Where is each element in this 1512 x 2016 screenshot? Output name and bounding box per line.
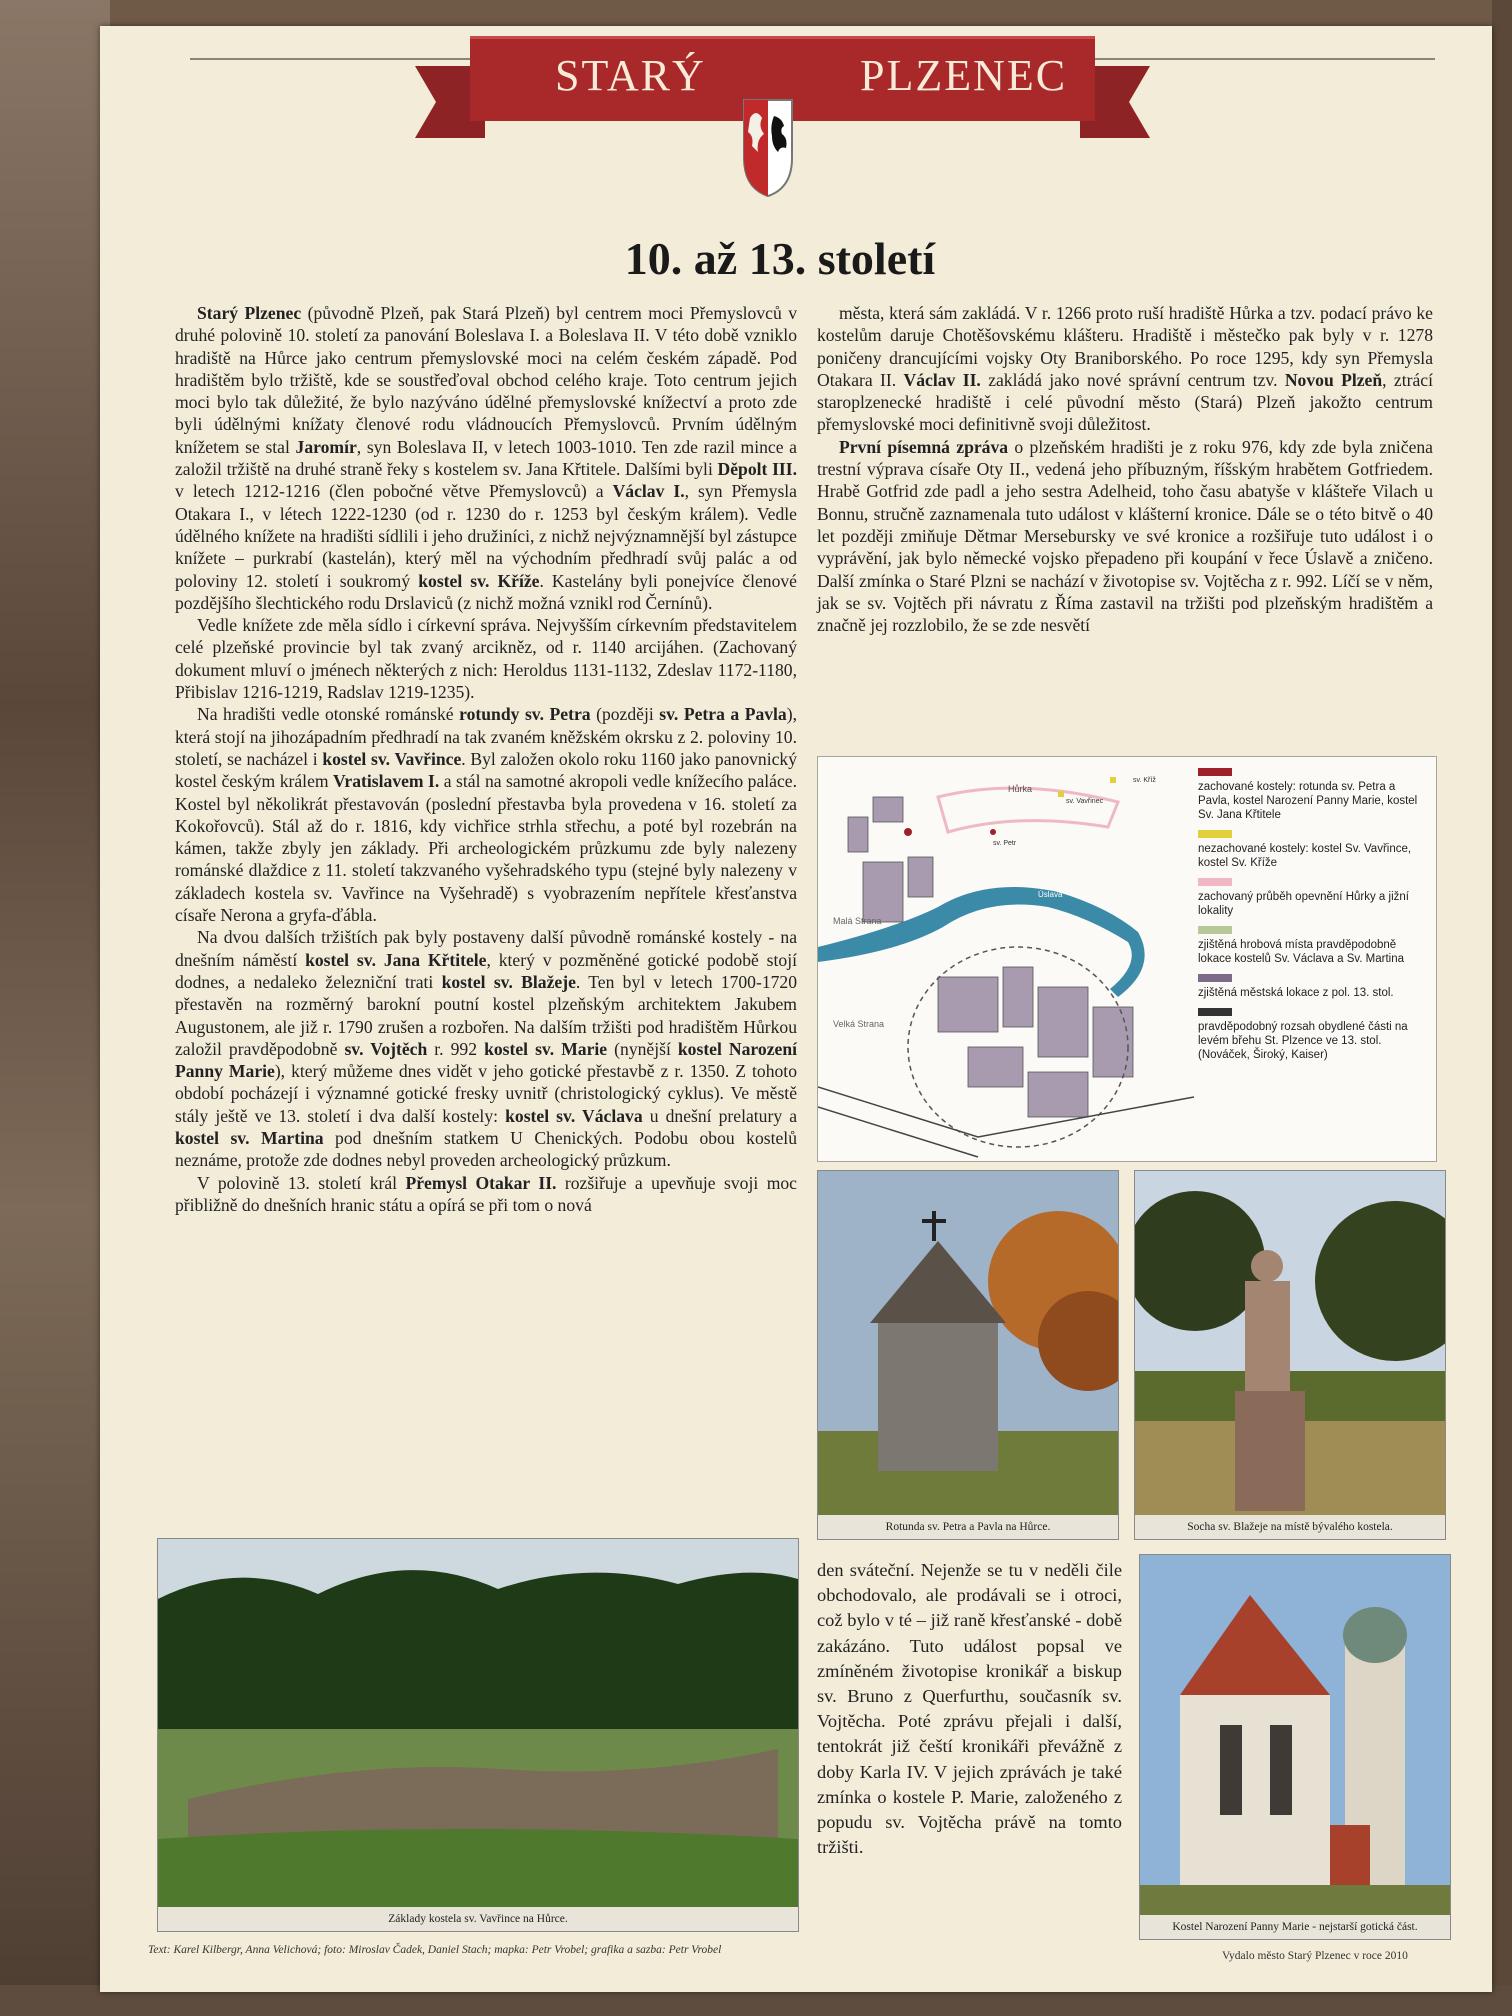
- town-coat-of-arms-icon: [740, 88, 796, 198]
- text-column-right-bottom: [817, 1558, 1122, 1860]
- photo-rotunda: [817, 1170, 1119, 1540]
- legend-text: nezachované kostely: kostel Sv. Vavřince, kostel Sv. Kříže: [1198, 843, 1412, 869]
- caption-church: Kostel Narození Panny Marie - nejstarší gotická část.: [1140, 1915, 1450, 1939]
- legend-text: zachovaný průběh opevnění Hůrky a jižní lokality: [1198, 891, 1409, 917]
- paragraph: Na dvou dalších tržištích pak byly postaveny další původně románské kostely - na dnešním náměstí kostel sv. Jana Křtitele, který v pozměněné gotické podobě stojí dodnes, a nedaleko železniční trati kostel sv. Blažeje. Ten byl v letech 1700-1720 přestavěn na rozměrný barokní poutní kostel plzeňským architektem Jakubem Augustonem, ale již r. 1790 zrušen a rozbořen. Na dalším tržišti pod hradištěm Hůrkou založil pravděpodobně sv. Vojtěch r. 992 kostel sv. Marie (nynější kostel Narození Panny Marie), který můžeme dnes vidět v jeho gotické přestavbě z r. 1350. Z tohoto období pocházejí i významné gotické fresky uvnitř (christologický cyklus). Ve městě stály ještě ve 13. století i dva další kostely: kostel sv. Václava u dnešní prelatury a kostel sv. Martina pod dnešním statkem U Chenických. Podobu obou kostelů neznáme, protože zde dodnes nebyl proveden archeologický průzkum.: [175, 927, 798, 1171]
- map-label: Velká Strana: [833, 1019, 885, 1029]
- map-legend: [1198, 768, 1428, 1070]
- page-title: 10. až 13. století: [624, 233, 936, 284]
- paragraph: Starý Plzenec (původně Plzeň, pak Stará Plzeň) byl centrem moci Přemyslovců v druhé polovině 10. století za panování Boleslava I. a Boleslava II. V této době vzniklo hradiště na Hůrce jako centrum přemyslovské moci na celém českém západě. Pod hradištěm bylo tržiště, kde se soustřeďoval obchod celého kraje. Toto centrum jejich moci bylo tak důležité, že bylo nazýváno údělné přemyslovské knížectví a proto zde byli údělnými knížaty členové rodu vládnoucích Přemyslovců. Prvním údělným knížetem se stal Jaromír, syn Boleslava II, v letech 1003-1010. Ten zde razil mince a založil tržiště na druhé straně řeky s kostelem sv. Jana Křtitele. Dalšími byli Děpolt III. v letech 1212-1216 (člen pobočné větve Přemyslovců) a Václav I., syn Přemysla Otakara I., v létech 1222-1230 (od r. 1230 do r. 1253 byl českým králem). Vedle údělného knížete na hradišti sídlili i jeho družiníci, z nichž nejvýznamnější byl zástupce knížete – purkrabí (kastelán), který měl na východním předhradí svůj palác a od poloviny 12. století i soukromý kostel sv. Kříže. Kastelány byli ponejvíce členové pozdějšího šlechtického rodu Drslaviců (z nichž možná vznikl rod Černínů).: [175, 303, 798, 613]
- town-name-right: PLZENEC: [860, 51, 1068, 100]
- wall-edge: [1492, 0, 1512, 2016]
- legend-swatch: [1198, 926, 1232, 934]
- map-label: Malá Strana: [833, 916, 882, 926]
- caption-foundations: Základy kostela sv. Vavřince na Hůrce.: [158, 1907, 798, 1931]
- photo-statue: [1134, 1170, 1446, 1540]
- text-column-left: [175, 302, 797, 1216]
- text-column-right: [817, 302, 1433, 636]
- map-label: Hůrka: [1008, 784, 1033, 794]
- header-rule-right: [1095, 58, 1435, 60]
- caption-statue: Socha sv. Blažeje na místě bývalého kostela.: [1135, 1515, 1445, 1539]
- paragraph: Na hradišti vedle otonské románské rotundy sv. Petra (později sv. Petra a Pavla), která stojí na jihozápadním předhradí na tak zvaném kněžském okrsku z 2. poloviny 10. století, se nacházel i kostel sv. Vavřince. Byl založen okolo roku 1160 jako panovnický kostel českým králem Vratislavem I. a stál na samotné akropoli vedle knížecího paláce. Kostel byl několikrát přestavován (poslední přestavba byla provedena v 16. století za Kokořovců). Stál až do r. 1816, kdy vichřice strhla střechu, a poté byl rozebrán na kámen, takže zbyly jen základy. Při archeologickém průzkumu zde byly nalezeny románské dlaždice z 11. století takzvaného vyšehradského typu (stejné byly nalezeny v základech kostela sv. Vavřince na Vyšehradě) s vyobrazením nepřítele křesťanstva císaře Nerona a gryfa-ďábla.: [175, 704, 797, 926]
- stone-wall: [0, 0, 110, 2016]
- legend-swatch: [1198, 974, 1232, 982]
- legend-swatch: [1198, 1008, 1232, 1016]
- header-rule-left: [190, 58, 470, 60]
- photo-church: [1139, 1554, 1451, 1940]
- map-label: sv. Vavřinec: [1066, 798, 1104, 805]
- legend-item: [1198, 926, 1428, 966]
- map-label: Úslava: [1038, 890, 1063, 899]
- legend-item: [1198, 1008, 1428, 1062]
- town-name-left: STARÝ: [555, 51, 706, 100]
- paragraph: den sváteční. Nejenže se tu v neděli čile obchodovalo, ale prodávali se i otroci, což bylo v té – již raně křesťanské - době zakázáno. Tuto událost popsal ve zmíněném životopise kronikář a biskup sv. Bruno z Querfurthu, současník sv. Vojtěcha. Poté zprávu přejali i další, tentokrát již čeští kronikáři převážně z doby Karla IV. V jejich zprávách je také zmínka o kostele P. Marie, založeného z popudu sv. Vojtěcha právě na tomto tržišti.: [817, 1560, 1122, 1858]
- paragraph: První písemná zpráva o plzeňském hradišti je z roku 976, kdy zde byla zničena trestní výprava císaře Oty II., vedená jeho příbuzným, říšským hrabětem Gotfriedem. Hrabě Gotfrid zde padl a jeho sestra Adelheid, toho času abatyše v klášteře Vilach u Bonnu, stručně zaznamenala tuto událost v klášterní kronice. Dále se o této bitvě o 40 let později zmiňuje Dětmar Mersebursky ve své kronice a rozšiřuje tuto událost i o vyprávění, jak bylo německé vojsko přepadeno při koupání v řece Úslavě a zničeno. Další zmínka o Staré Plzni se nachází v životopise sv. Vojtěcha z r. 992. Líčí se v něm, jak se sv. Vojtěch při návratu z Říma zastavil na tržišti pod plzeňským hradištěm a značně jej rozzlobilo, že se zde nesvětí: [817, 436, 1433, 636]
- legend-swatch: [1198, 830, 1232, 838]
- paragraph: města, která sám zakládá. V r. 1266 proto ruší hradiště Hůrka a tzv. podací právo ke kostelům daruje Chotěšovskému klášteru. Hradiště i městečko pak byly v r. 1278 poničeny drancujícími vojsky Oty Braniborského. Po roce 1295, kdy syn Přemysla Otakara II. Václav II. zakládá jako nové správní centrum tzv. Novou Plzeň, ztrácí staroplzenecké hradiště i celé původní město (Stará) Plzeň jakožto centrum přemyslovské moci definitivně svoji důležitost.: [817, 303, 1433, 435]
- map-label: sv. Kříž: [1133, 777, 1156, 784]
- caption-rotunda: Rotunda sv. Petra a Pavla na Hůrce.: [818, 1515, 1118, 1539]
- legend-swatch: [1198, 878, 1232, 886]
- legend-text: pravděpodobný rozsah obydlené části na levém břehu St. Plzence ve 13. stol. (Nováček, Široký, Kaiser): [1198, 1021, 1408, 1061]
- legend-text: zjištěná hrobová místa pravděpodobně lokace kostelů Sv. Václava a Sv. Martina: [1198, 939, 1405, 965]
- legend-text: zjištěná městská lokace z pol. 13. stol.: [1198, 987, 1394, 999]
- legend-text: zachované kostely: rotunda sv. Petra a Pavla, kostel Narození Panny Marie, kostel Sv. Jana Křtitele: [1198, 781, 1418, 821]
- town-map: [818, 757, 1194, 1161]
- paragraph: V polovině 13. století král Přemysl Otakar II. rozšiřuje a upevňuje svoji moc přibližně do dnešních hranic státu a opírá se při tom o nová: [175, 1172, 797, 1215]
- credits: Text: Karel Kilbergr, Anna Velichová; foto: Miroslav Čadek, Daniel Stach; mapka: Petr Vrobel; grafika a sazba: Petr Vrobel: [148, 1944, 722, 1956]
- legend-item: [1198, 974, 1428, 1000]
- publisher-note: Vydalo město Starý Plzenec v roce 2010: [1222, 1950, 1408, 1962]
- legend-swatch: [1198, 768, 1232, 776]
- paragraph: Vedle knížete zde měla sídlo i církevní správa. Nejvyšším církevním představitelem celé plzeňské provincie byl tak zvaný arcikněz, od r. 1140 arcijáhen. (Zachovaný dokument mluví o jménech některých z nich: Heroldus 1131-1132, Zdeslav 1172-1180, Přibislav 1216-1219, Radslav 1219-1235).: [175, 615, 797, 703]
- legend-item: [1198, 830, 1428, 870]
- photo-foundations: [157, 1538, 799, 1932]
- legend-item: [1198, 878, 1428, 918]
- legend-item: [1198, 768, 1428, 822]
- map-label: sv. Petr: [993, 840, 1017, 847]
- town-blocks: [848, 797, 1133, 1117]
